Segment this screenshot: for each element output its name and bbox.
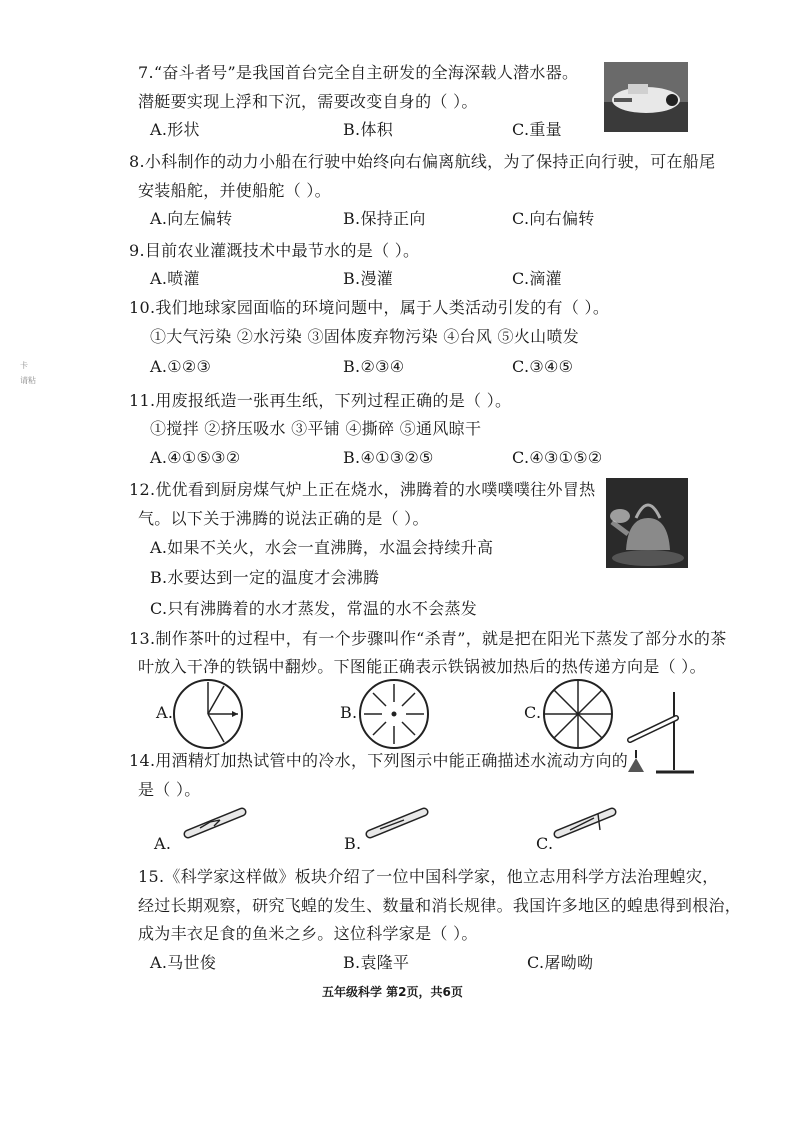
q13-diagram-c xyxy=(542,678,614,750)
q13-option-b-label: B. xyxy=(340,703,358,722)
test-tube-stand-diagram xyxy=(622,688,696,776)
q15-stem-line3: 成为丰衣足食的鱼米之乡。这位科学家是（ ）。 xyxy=(138,924,478,943)
q11-items: ①搅拌 ②挤压吸水 ③平铺 ④撕碎 ⑤通风晾干 xyxy=(150,419,482,438)
q9-option-a: A.喷灌 xyxy=(150,269,200,288)
q13-diagram-a xyxy=(172,678,244,750)
margin-mark: 卡 xyxy=(20,361,28,370)
q8-option-c: C.向右偏转 xyxy=(512,209,595,228)
q13-option-a-label: A. xyxy=(156,703,174,722)
q7-option-b: B.体积 xyxy=(343,120,394,139)
q14-test-tube-a xyxy=(184,808,246,838)
q10-stem: 10.我们地球家园面临的环境问题中，属于人类活动引发的有（ ）。 xyxy=(129,298,610,317)
page-footer: 五年级科学 第2页，共6页 xyxy=(322,985,463,999)
q12-stem-line2: 气。以下关于沸腾的说法正确的是（ ）。 xyxy=(138,509,429,528)
q10-option-c: C.③④⑤ xyxy=(512,357,574,376)
q15-option-b: B.袁隆平 xyxy=(343,953,410,972)
q14-test-tube-b xyxy=(366,808,428,838)
q13-diagram-b xyxy=(358,678,430,750)
q14-option-a-label: A. xyxy=(154,834,172,853)
margin-mark: 请粘 xyxy=(20,376,36,385)
q14-test-tube-c xyxy=(554,808,616,838)
q8-stem-line1: 8.小科制作的动力小船在行驶中始终向右偏离航线，为了保持正向行驶，可在船尾 xyxy=(129,152,716,171)
q12-option-c: C.只有沸腾着的水才蒸发，常温的水不会蒸发 xyxy=(150,599,478,618)
q9-option-c: C.滴灌 xyxy=(512,269,562,288)
q9-option-b: B.漫灌 xyxy=(343,269,394,288)
q10-option-b: B.②③④ xyxy=(343,357,405,376)
q14-option-c-label: C. xyxy=(536,834,554,853)
q7-option-a: A.形状 xyxy=(150,120,200,139)
q7-stem-line2: 潜艇要实现上浮和下沉，需要改变自身的（ ）。 xyxy=(138,92,478,111)
q12-option-b: B.水要达到一定的温度才会沸腾 xyxy=(150,568,380,587)
q11-option-b: B.④①③②⑤ xyxy=(343,448,434,467)
q11-option-c: C.④③①⑤② xyxy=(512,448,603,467)
q11-option-a: A.④①⑤③② xyxy=(150,448,241,467)
q14-option-b-label: B. xyxy=(344,834,362,853)
q8-stem-line2: 安装船舵，并使船舵（ ）。 xyxy=(138,181,331,200)
q15-option-a: A.马世俊 xyxy=(150,953,217,972)
q10-option-a: A.①②③ xyxy=(150,357,212,376)
q8-option-b: B.保持正向 xyxy=(343,209,426,228)
q7-stem-line1: 7.“奋斗者号”是我国首台完全自主研发的全海深载人潜水器。 xyxy=(138,63,579,82)
q9-stem: 9.目前农业灌溉技术中最节水的是（ ）。 xyxy=(129,241,420,260)
q13-stem-line2: 叶放入干净的铁锅中翻炒。下图能正确表示铁锅被加热后的热传递方向是（ ）。 xyxy=(138,657,706,676)
q8-option-a: A.向左偏转 xyxy=(150,209,233,228)
q12-option-a: A.如果不关火，水会一直沸腾，水温会持续升高 xyxy=(150,538,494,557)
q13-option-c-label: C. xyxy=(524,703,542,722)
q14-stem-line2: 是（ ）。 xyxy=(138,780,201,799)
q11-stem: 11.用废报纸造一张再生纸，下列过程正确的是（ ）。 xyxy=(129,391,512,410)
q15-option-c: C.屠呦呦 xyxy=(527,953,594,972)
q10-items: ①大气污染 ②水污染 ③固体废弃物污染 ④台风 ⑤火山喷发 xyxy=(150,327,580,346)
q15-stem-line1: 15.《科学家这样做》板块介绍了一位中国科学家，他立志用科学方法治理蝗灾， xyxy=(138,867,719,886)
q7-option-c: C.重量 xyxy=(512,120,562,139)
q12-stem-line1: 12.优优看到厨房煤气炉上正在烧水，沸腾着的水噗噗噗往外冒热 xyxy=(129,480,596,499)
submersible-photo xyxy=(604,62,688,132)
q13-stem-line1: 13.制作茶叶的过程中，有一个步骤叫作“杀青”，就是把在阳光下蒸发了部分水的茶 xyxy=(129,629,727,648)
q14-stem-line1: 14.用酒精灯加热试管中的冷水，下列图示中能正确描述水流动方向的 xyxy=(129,751,629,770)
q15-stem-line2: 经过长期观察，研究飞蝗的发生、数量和消长规律。我国许多地区的蝗患得到根治， xyxy=(138,896,742,915)
kettle-photo xyxy=(606,478,688,568)
